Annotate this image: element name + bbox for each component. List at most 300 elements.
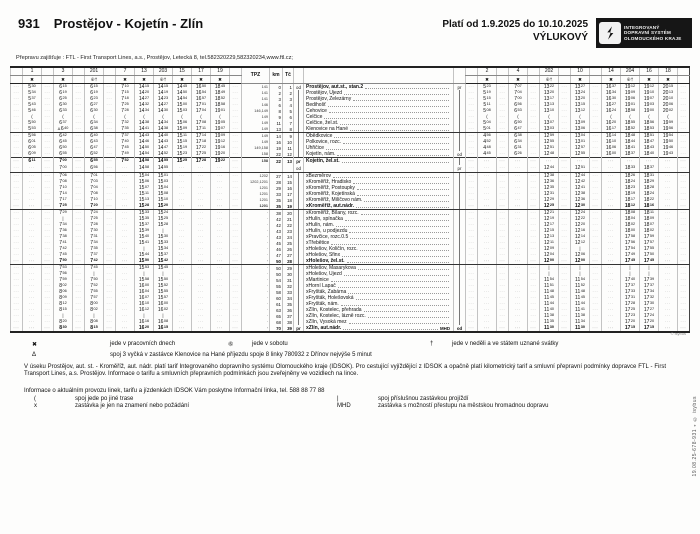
spacer-cell: ···: [11, 216, 23, 222]
spacer-cell: ···: [466, 102, 478, 108]
tc-cell: 10: [283, 139, 294, 145]
spacer-cell: ···: [559, 313, 571, 319]
km-cell: 0: [270, 84, 283, 91]
time-cell: ···: [602, 246, 621, 252]
time-cell: ···: [478, 210, 497, 217]
spacer-cell: ···: [559, 185, 571, 191]
time-cell: ···: [116, 301, 135, 307]
time-cell: ···: [509, 222, 528, 228]
time-cell: $16^{02}$: [154, 307, 173, 313]
tc-cell: 33: [283, 289, 294, 295]
tc-cell: 18: [283, 197, 294, 203]
time-cell: ···: [116, 319, 135, 325]
spacer-cell: ···: [678, 203, 690, 210]
time-cell: $14^{54}$: [173, 96, 192, 102]
spacer-cell: ···: [73, 126, 85, 133]
time-cell: $6^{47}$: [509, 126, 528, 133]
spacer-cell: ···: [559, 246, 571, 252]
time-cell: $20^{10}$: [659, 96, 678, 102]
time-cell: ···: [192, 179, 211, 185]
spacer: [497, 67, 509, 76]
spacer-cell: ···: [11, 114, 23, 120]
time-cell: ···: [509, 191, 528, 197]
time-cell: $18^{04}$: [621, 216, 640, 222]
spacer-cell: ···: [528, 265, 540, 272]
trip-day-symbol: ✖: [509, 76, 528, 84]
time-cell: ···: [478, 265, 497, 272]
time-cell: ···: [211, 246, 230, 252]
time-cell: $8^{06}$: [54, 289, 73, 295]
time-cell: $18^{29}$: [640, 179, 659, 185]
time-cell: $19^{20}$: [211, 151, 230, 158]
km-cell: 43: [270, 234, 283, 240]
trip-day-symbol: ⑥†: [540, 76, 559, 84]
spacer-cell: ···: [11, 96, 23, 102]
spacer-cell: ···: [559, 90, 571, 96]
tc-cell: 21: [283, 216, 294, 222]
km-cell: 42: [270, 216, 283, 222]
time-cell: $11^{45}$: [540, 295, 559, 301]
spacer-cell: ···: [42, 108, 54, 114]
km-cell: 68: [270, 319, 283, 325]
spacer-cell: ···: [590, 96, 602, 102]
spacer-cell: ···: [230, 271, 242, 277]
time-cell: $5^{37}$: [23, 96, 42, 102]
time-cell: $15^{28}$: [135, 203, 154, 210]
spacer-cell: ···: [104, 203, 116, 210]
spacer-cell: ···: [42, 228, 54, 234]
spacer-cell: ···: [230, 289, 242, 295]
spacer-cell: ···: [11, 258, 23, 265]
time-cell: ···: [173, 179, 192, 185]
spacer-cell: ···: [559, 173, 571, 180]
tc-cell: 30: [283, 271, 294, 277]
time-cell: $12^{42}$: [571, 179, 590, 185]
spacer-cell: ···: [590, 289, 602, 295]
time-cell: $11^{44}$: [540, 301, 559, 307]
time-cell: ···: [478, 222, 497, 228]
time-cell: $14^{58}$: [135, 165, 154, 173]
time-cell: $18^{02}$: [621, 222, 640, 228]
time-cell: $5^{23}$: [478, 84, 497, 91]
spacer-cell: ···: [104, 84, 116, 91]
spacer-cell: ···: [42, 301, 54, 307]
time-cell: ···: [478, 179, 497, 185]
time-cell: $13^{10}$: [540, 108, 559, 114]
time-cell: ···: [116, 210, 135, 217]
spacer-cell: ···: [230, 158, 242, 166]
tc-cell: 31: [283, 277, 294, 283]
time-cell: $17^{31}$: [621, 295, 640, 301]
spacer-cell: ···: [678, 191, 690, 197]
spacer-cell: ···: [230, 307, 242, 313]
time-cell: $7^{15}$: [116, 90, 135, 96]
spacer-cell: ···: [559, 210, 571, 217]
time-cell: ···: [509, 165, 528, 173]
time-cell: ···: [211, 203, 230, 210]
time-cell: $15^{37}$: [154, 252, 173, 258]
spacer-cell: ···: [42, 84, 54, 91]
spacer-cell: ···: [73, 265, 85, 272]
station-name: xHulín, nám.: [304, 222, 454, 228]
time-cell: ···: [173, 210, 192, 217]
time-cell: $7^{42}$: [54, 246, 73, 252]
spacer-cell: ···: [678, 151, 690, 158]
time-cell: $12^{59}$: [540, 133, 559, 140]
time-cell: $15^{50}$: [135, 258, 154, 265]
spacer-cell: ···: [528, 203, 540, 210]
time-cell: $14^{50}$: [173, 90, 192, 96]
time-cell: $12^{04}$: [540, 252, 559, 258]
time-cell: $17^{01}$: [192, 102, 211, 108]
station-name: xHolešov, Masarykova: [304, 265, 454, 272]
time-cell: ···: [23, 210, 42, 217]
spacer-cell: ···: [590, 271, 602, 277]
time-cell: $18^{43}$: [640, 145, 659, 151]
time-cell: ···: [23, 246, 42, 252]
spacer-cell: ···: [559, 139, 571, 145]
time-cell: ···: [116, 197, 135, 203]
time-cell: $11^{35}$: [540, 319, 559, 325]
time-cell: $13^{20}$: [571, 96, 590, 102]
spacer-cell: ···: [497, 319, 509, 325]
spacer-cell: ···: [590, 258, 602, 265]
tc-cell: 20: [283, 210, 294, 217]
time-cell: |: [540, 265, 559, 272]
station-name: xZlín, aut.nádr. MHD: [304, 325, 454, 332]
spacer-cell: ···: [590, 246, 602, 252]
km-cell: 63: [270, 307, 283, 313]
spacer-cell: ···: [497, 271, 509, 277]
time-cell: ···: [192, 210, 211, 217]
trip-number: 2: [478, 67, 497, 76]
spacer-cell: ···: [528, 96, 540, 102]
time-cell: $12^{00}$: [571, 258, 590, 265]
spacer-cell: ···: [42, 234, 54, 240]
time-cell: $6^{52}$: [85, 151, 104, 158]
time-cell: $18^{19}$: [621, 191, 640, 197]
time-cell: $7^{52}$: [116, 158, 135, 166]
time-cell: ···: [211, 307, 230, 313]
time-cell: $6^{37}$: [54, 120, 73, 126]
spacer-cell: ···: [466, 191, 478, 197]
station-name: Čehovice: [304, 108, 454, 114]
time-cell: ···: [173, 271, 192, 277]
spacer-cell: ···: [497, 108, 509, 114]
time-cell: ···: [478, 283, 497, 289]
spacer-cell: ···: [497, 84, 509, 91]
time-cell: $15^{45}$: [154, 265, 173, 272]
trip-day-symbol: ✖: [602, 76, 621, 84]
time-cell: $16^{08}$: [154, 319, 173, 325]
od-pr-column: [294, 67, 304, 84]
spacer-cell: ···: [559, 301, 571, 307]
time-cell: $14^{38}$: [154, 126, 173, 133]
time-cell: $6^{23}$: [85, 96, 104, 102]
spacer-cell: ···: [42, 158, 54, 166]
time-cell: (: [135, 114, 154, 120]
spacer-cell: ···: [42, 307, 54, 313]
time-cell: $16^{34}$: [602, 90, 621, 96]
spacer-cell: ···: [42, 191, 54, 197]
time-cell: |: [571, 265, 590, 272]
tpz-cell: ·: [242, 216, 270, 222]
time-cell: ···: [23, 258, 42, 265]
spacer-cell: ···: [42, 203, 54, 210]
time-cell: ···: [509, 252, 528, 258]
time-cell: ···: [478, 240, 497, 246]
tpz-cell: 1201: [242, 203, 270, 210]
time-cell: ···: [173, 295, 192, 301]
od-pr-mark: pr: [454, 84, 466, 91]
time-cell: $17^{37}$: [621, 283, 640, 289]
time-cell: $15^{11}$: [173, 133, 192, 140]
spacer-cell: ···: [230, 319, 242, 325]
time-cell: $16^{54}$: [192, 90, 211, 96]
time-cell: ···: [659, 222, 678, 228]
time-cell: $7^{53}$: [54, 265, 73, 272]
time-cell: ···: [659, 271, 678, 277]
time-cell: $17^{33}$: [621, 289, 640, 295]
time-cell: $16^{27}$: [602, 102, 621, 108]
time-cell: $12^{38}$: [540, 173, 559, 180]
time-cell: $16^{06}$: [602, 145, 621, 151]
time-cell: ···: [509, 179, 528, 185]
time-cell: $17^{45}$: [621, 258, 640, 265]
time-cell: ···: [659, 216, 678, 222]
station-name: Kojetín, žel.st.: [304, 158, 454, 166]
spacer-cell: ···: [104, 258, 116, 265]
spacer-cell: ···: [528, 102, 540, 108]
tpz-cell: ·: [242, 246, 270, 252]
time-cell: $4^{52}$: [478, 139, 497, 145]
time-cell: ···: [173, 222, 192, 228]
spacer-cell: ···: [497, 133, 509, 140]
time-cell: ···: [116, 191, 135, 197]
spacer-cell: ···: [678, 114, 690, 120]
time-cell: $6^{15}$: [85, 84, 104, 91]
time-cell: $11^{45}$: [571, 295, 590, 301]
station-name: xPravčice, rozc.0.5: [304, 234, 454, 240]
spacer-cell: ···: [528, 319, 540, 325]
spacer-cell: ···: [590, 222, 602, 228]
time-cell: $12^{06}$: [571, 252, 590, 258]
km-header: km: [270, 67, 283, 84]
tpz-cell: ·: [242, 252, 270, 258]
time-cell: ···: [211, 165, 230, 173]
time-cell: ···: [602, 265, 621, 272]
time-cell: ···: [509, 197, 528, 203]
spacer-cell: ···: [230, 114, 242, 120]
time-cell: $14^{50}$: [135, 145, 154, 151]
spacer-cell: ···: [230, 102, 242, 108]
time-cell: $18^{44}$: [621, 139, 640, 145]
detour-symbol: (: [34, 396, 36, 402]
time-cell: $18^{41}$: [621, 145, 640, 151]
spacer-cell: ···: [590, 84, 602, 91]
spacer-cell: ···: [466, 222, 478, 228]
od-pr-mark: pr: [294, 325, 304, 332]
time-cell: $18^{37}$: [621, 151, 640, 158]
time-cell: (: [192, 114, 211, 120]
time-cell: $7^{37}$: [85, 252, 104, 258]
time-cell: ···: [192, 216, 211, 222]
spacer-cell: ···: [528, 240, 540, 246]
spacer-cell: ···: [678, 108, 690, 114]
tpz-cell: 149: [242, 120, 270, 126]
time-cell: $17^{08}$: [192, 120, 211, 126]
tc-cell: 38: [283, 319, 294, 325]
spacer-cell: ···: [590, 210, 602, 217]
spacer-cell: ···: [559, 240, 571, 246]
spacer-cell: ···: [497, 313, 509, 319]
time-cell: ···: [478, 295, 497, 301]
time-cell: ···: [602, 325, 621, 332]
spacer-cell: ···: [559, 277, 571, 283]
time-cell: $7^{45}$: [85, 265, 104, 272]
spacer-cell: ···: [104, 108, 116, 114]
spacer-cell: ···: [42, 145, 54, 151]
time-cell: $18^{52}$: [211, 96, 230, 102]
time-cell: |: [621, 271, 640, 277]
time-cell: ···: [173, 203, 192, 210]
time-cell: $16^{24}$: [602, 108, 621, 114]
time-cell: ···: [192, 246, 211, 252]
spacer-cell: ···: [497, 145, 509, 151]
time-cell: $17^{14}$: [192, 133, 211, 140]
trip-day-symbol: ⑥†: [85, 76, 104, 84]
time-cell: $8^{15}$: [85, 325, 104, 332]
spacer-cell: ···: [590, 313, 602, 319]
time-cell: $18^{02}$: [640, 228, 659, 234]
time-cell: ···: [192, 197, 211, 203]
time-cell: $13^{20}$: [540, 90, 559, 96]
time-cell: $7^{10}$: [85, 197, 104, 203]
time-cell: $7^{42}$: [85, 258, 104, 265]
km-cell: 2: [270, 90, 283, 96]
time-cell: $17^{22}$: [192, 145, 211, 151]
station-name: Klenovice na Hané: [304, 126, 454, 133]
spacer-cell: ···: [466, 325, 478, 332]
time-cell: $11^{40}$: [540, 307, 559, 313]
spacer-cell: ···: [104, 102, 116, 108]
time-cell: $11^{30}$: [571, 325, 590, 332]
time-cell: $16^{57}$: [192, 96, 211, 102]
time-cell: ···: [478, 197, 497, 203]
time-cell: |: [154, 313, 173, 319]
time-cell: $20^{02}$: [659, 108, 678, 114]
station-name: Prostějov, Újezd: [304, 90, 454, 96]
spacer-cell: ···: [104, 295, 116, 301]
spacer-cell: ···: [497, 216, 509, 222]
time-cell: $6^{15}$: [54, 84, 73, 91]
time-cell: $17^{15}$: [621, 325, 640, 332]
tariff-note: V úseku Prostějov, aut. st. - Kroměříž, aut. nádr. platí tarif Integrovaného dopravního systému Olomouckého kraje (IDSOK). Pro cestující vyjíždějící z IDSOK a opačně platí kilometrický tarif a smluvní přepravní podmínky dopravce FTL - First Transport Lines, a.s. Prostějov. Informace o tarifu a smluvních přepravních podmínkách jsou zveřejněny ve vozidlech na lince.: [24, 364, 666, 377]
spacer-cell: ···: [230, 234, 242, 240]
time-cell: ···: [173, 277, 192, 283]
spacer-cell: ···: [466, 203, 478, 210]
time-cell: $19^{01}$: [211, 108, 230, 114]
tc-cell: 34: [283, 295, 294, 301]
station-name: Obědkovice: [304, 133, 454, 140]
spacer-cell: ···: [528, 283, 540, 289]
spacer-cell: ···: [590, 319, 602, 325]
time-cell: ···: [192, 325, 211, 332]
time-cell: $20^{15}$: [659, 84, 678, 91]
spacer-cell: ···: [104, 179, 116, 185]
spacer-cell: ···: [559, 283, 571, 289]
spacer-cell: ···: [466, 313, 478, 319]
time-cell: ···: [173, 165, 192, 173]
trip-number: 16: [640, 67, 659, 76]
spacer-cell: ···: [528, 277, 540, 283]
timetable-table: [10, 66, 690, 333]
spacer-cell: ···: [678, 84, 690, 91]
time-cell: $14^{41}$: [135, 126, 154, 133]
tpz-cell: 149,158: [242, 145, 270, 151]
spacer-cell: ···: [678, 158, 690, 166]
time-cell: ···: [478, 216, 497, 222]
time-cell: ···: [23, 307, 42, 313]
spacer-cell: ···: [528, 210, 540, 217]
tc-cell: 6: [283, 114, 294, 120]
spacer-cell: ···: [73, 185, 85, 191]
time-cell: $11^{48}$: [571, 289, 590, 295]
time-cell: $17^{49}$: [621, 252, 640, 258]
spacer-cell: ···: [497, 120, 509, 126]
time-cell: $5^{43}$: [23, 102, 42, 108]
time-cell: ···: [116, 216, 135, 222]
spacer-cell: ···: [528, 158, 540, 166]
time-cell: $13^{06}$: [571, 126, 590, 133]
time-cell: $17^{34}$: [640, 289, 659, 295]
time-cell: $14^{47}$: [154, 145, 173, 151]
station-name: xKroměříž, Kojetínská: [304, 191, 454, 197]
time-cell: $19^{59}$: [659, 120, 678, 126]
time-cell: $19^{50}$: [659, 139, 678, 145]
od-pr-mark: pr: [454, 165, 466, 173]
time-cell: ···: [116, 173, 135, 180]
spacer-cell: ···: [466, 185, 478, 191]
time-cell: $11^{38}$: [540, 313, 559, 319]
time-cell: $11^{54}$: [540, 277, 559, 283]
time-cell: (: [478, 114, 497, 120]
tpz-header: TPZ: [242, 67, 270, 84]
time-cell: ···: [116, 246, 135, 252]
spacer-cell: ···: [42, 265, 54, 272]
time-cell: ···: [602, 240, 621, 246]
time-cell: $7^{04}$: [85, 185, 104, 191]
spacer-cell: ···: [11, 210, 23, 217]
time-cell: $7^{35}$: [85, 246, 104, 252]
spacer-cell: ···: [73, 210, 85, 217]
time-cell: $19^{46}$: [659, 145, 678, 151]
time-cell: $7^{55}$: [85, 289, 104, 295]
spacer-cell: ···: [590, 145, 602, 151]
time-cell: $12^{00}$: [540, 258, 559, 265]
time-cell: $8^{30}$: [54, 325, 73, 332]
time-cell: $8^{15}$: [54, 307, 73, 313]
time-cell: $19^{05}$: [211, 120, 230, 126]
time-cell: $11^{30}$: [540, 325, 559, 332]
time-cell: ···: [602, 307, 621, 313]
spacer-cell: ···: [559, 265, 571, 272]
time-cell: ···: [478, 277, 497, 283]
idsok-logo: [596, 18, 692, 48]
spacer-cell: ···: [678, 246, 690, 252]
time-cell: $12^{11}$: [540, 240, 559, 246]
time-cell: $4^{56}$: [478, 133, 497, 140]
